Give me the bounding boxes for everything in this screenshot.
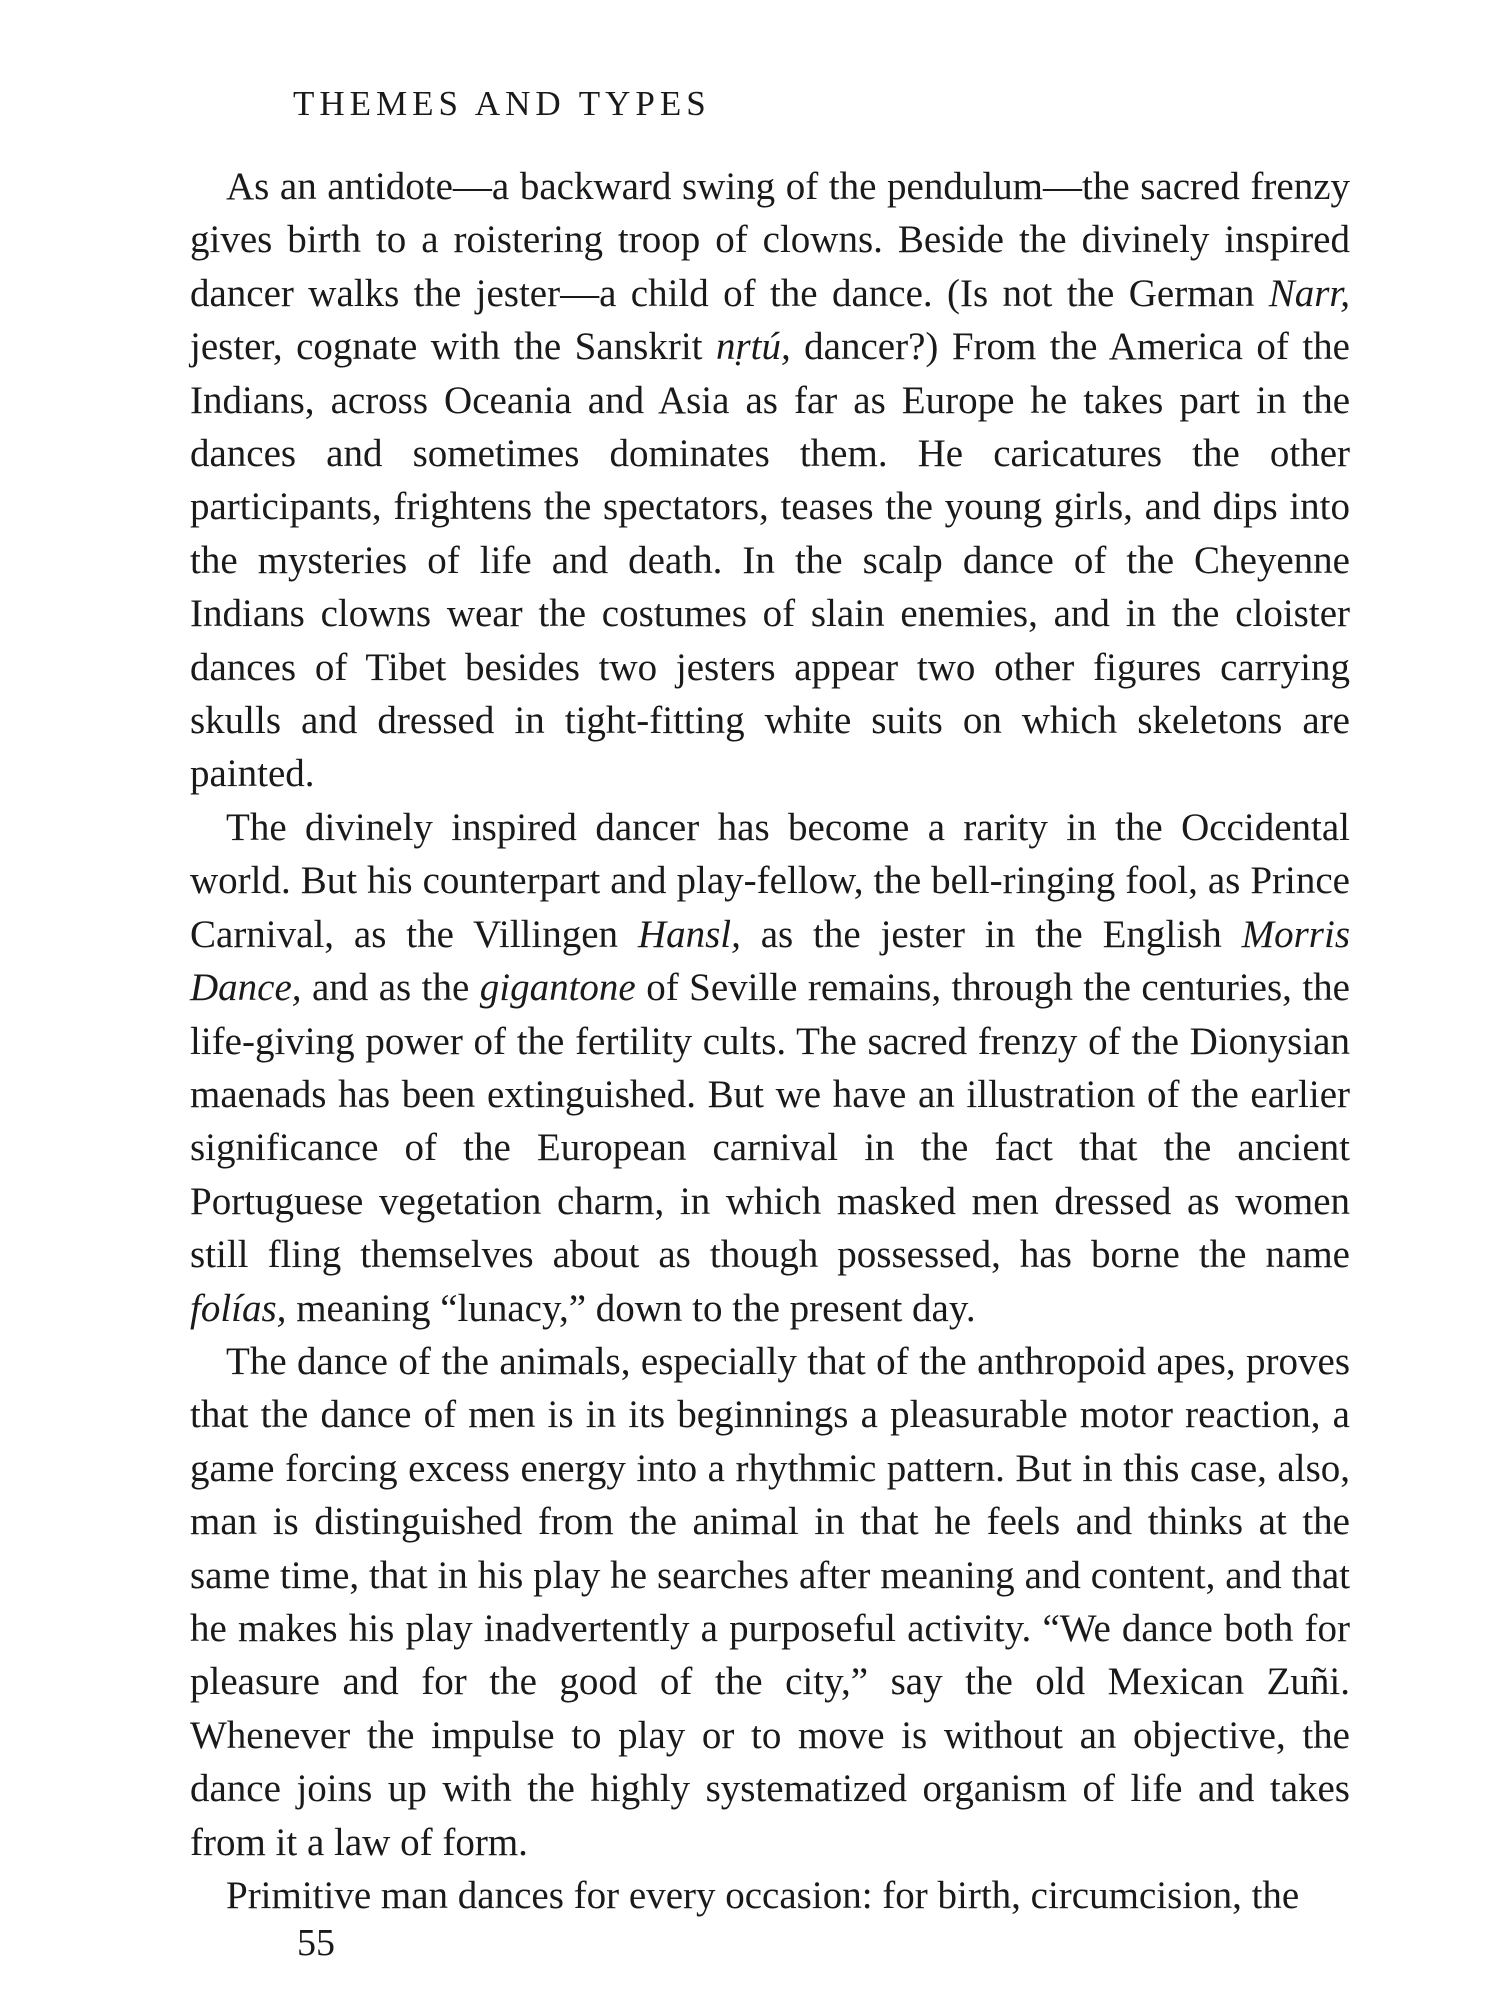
text-segment: dancer?) From the America of the Indians, across Oceania and Asia as far as Europe he takes part in the dances and sometimes dominates them. He caricatures the other participants, frightens the spectators, teases the young girls, and dips into the mysteries of life and death. In the scalp dance of the Cheyenne Indians clowns wear the costumes of slain enemies, and in the cloister dances of Tibet besides two jesters appear two other figures carrying skulls and dressed in tight-fitting white suits on which skeletons are painted.	[190, 325, 1350, 796]
running-head: THEMES AND TYPES	[293, 84, 711, 123]
text-segment: meaning “lunacy,” down to the present day.	[286, 1286, 976, 1330]
italic-term-nrtu: nṛtú,	[715, 325, 791, 369]
body-text	[190, 160, 1350, 1922]
text-segment: The divinely inspired dancer has become a rarity in the Occidental world. But his counterpart and play-fellow, the bell-ringing fool, as Prince Carnival, as the Villingen	[190, 805, 1350, 956]
text-segment: Primitive man dances for every occasion: for birth, circumcision, the	[226, 1874, 1300, 1917]
paragraph-animals	[190, 1335, 1350, 1869]
italic-term-gigantone: gigantone	[479, 966, 636, 1010]
text-segment: As an antidote—a backward swing of the pendulum—the sacred frenzy gives birth to a roistering troop of clowns. Beside the divinely inspired dancer walks the jester—a child of the dance. (Is not the German	[190, 165, 1350, 315]
page-number: 55	[297, 1922, 335, 1964]
paragraph-clowns	[190, 160, 1350, 801]
paragraph-carnival	[190, 801, 1350, 1335]
text-segment: as the jester in the English	[740, 912, 1242, 956]
italic-term-folias: folías,	[190, 1286, 287, 1330]
text-segment: of Seville remains, through the centuries, the life-giving power of the fertility cults. The sacred frenzy of the Dionysian maenads has been extinguished. But we have an illustration of the earlier significance of the European carnival in the fact that the ancient Portuguese vegetation charm, in which masked men dressed as women still fling themselves about as though possessed, has borne the name	[190, 966, 1350, 1277]
italic-term-morris-dance: Morris Dance,	[190, 912, 1350, 1010]
text-segment: and as the	[301, 966, 480, 1010]
text-segment: The dance of the animals, especially that of the anthropoid apes, proves that the dance of men is in its beginnings a pleasurable motor reaction, a game forcing excess energy into a rhythmic pattern. But in this case, also, man is distinguished from the animal in that he feels and thinks at the same time, that in his play he searches after meaning and content, and that he makes his play inadvertently a purposeful activity. “We dance both for pleasure and for the good of the city,” say the old Mexican Zuñi. Whenever the impulse to play or to move is without an objective, the dance joins up with the highly systematized organism of life and takes from it a law of form.	[190, 1339, 1350, 1864]
italic-term-hansl: Hansl,	[637, 912, 741, 956]
italic-term-narr: Narr,	[1268, 271, 1350, 315]
paragraph-primitive-man	[190, 1869, 1350, 1922]
text-segment: jester, cognate with the Sanskrit	[190, 325, 716, 369]
